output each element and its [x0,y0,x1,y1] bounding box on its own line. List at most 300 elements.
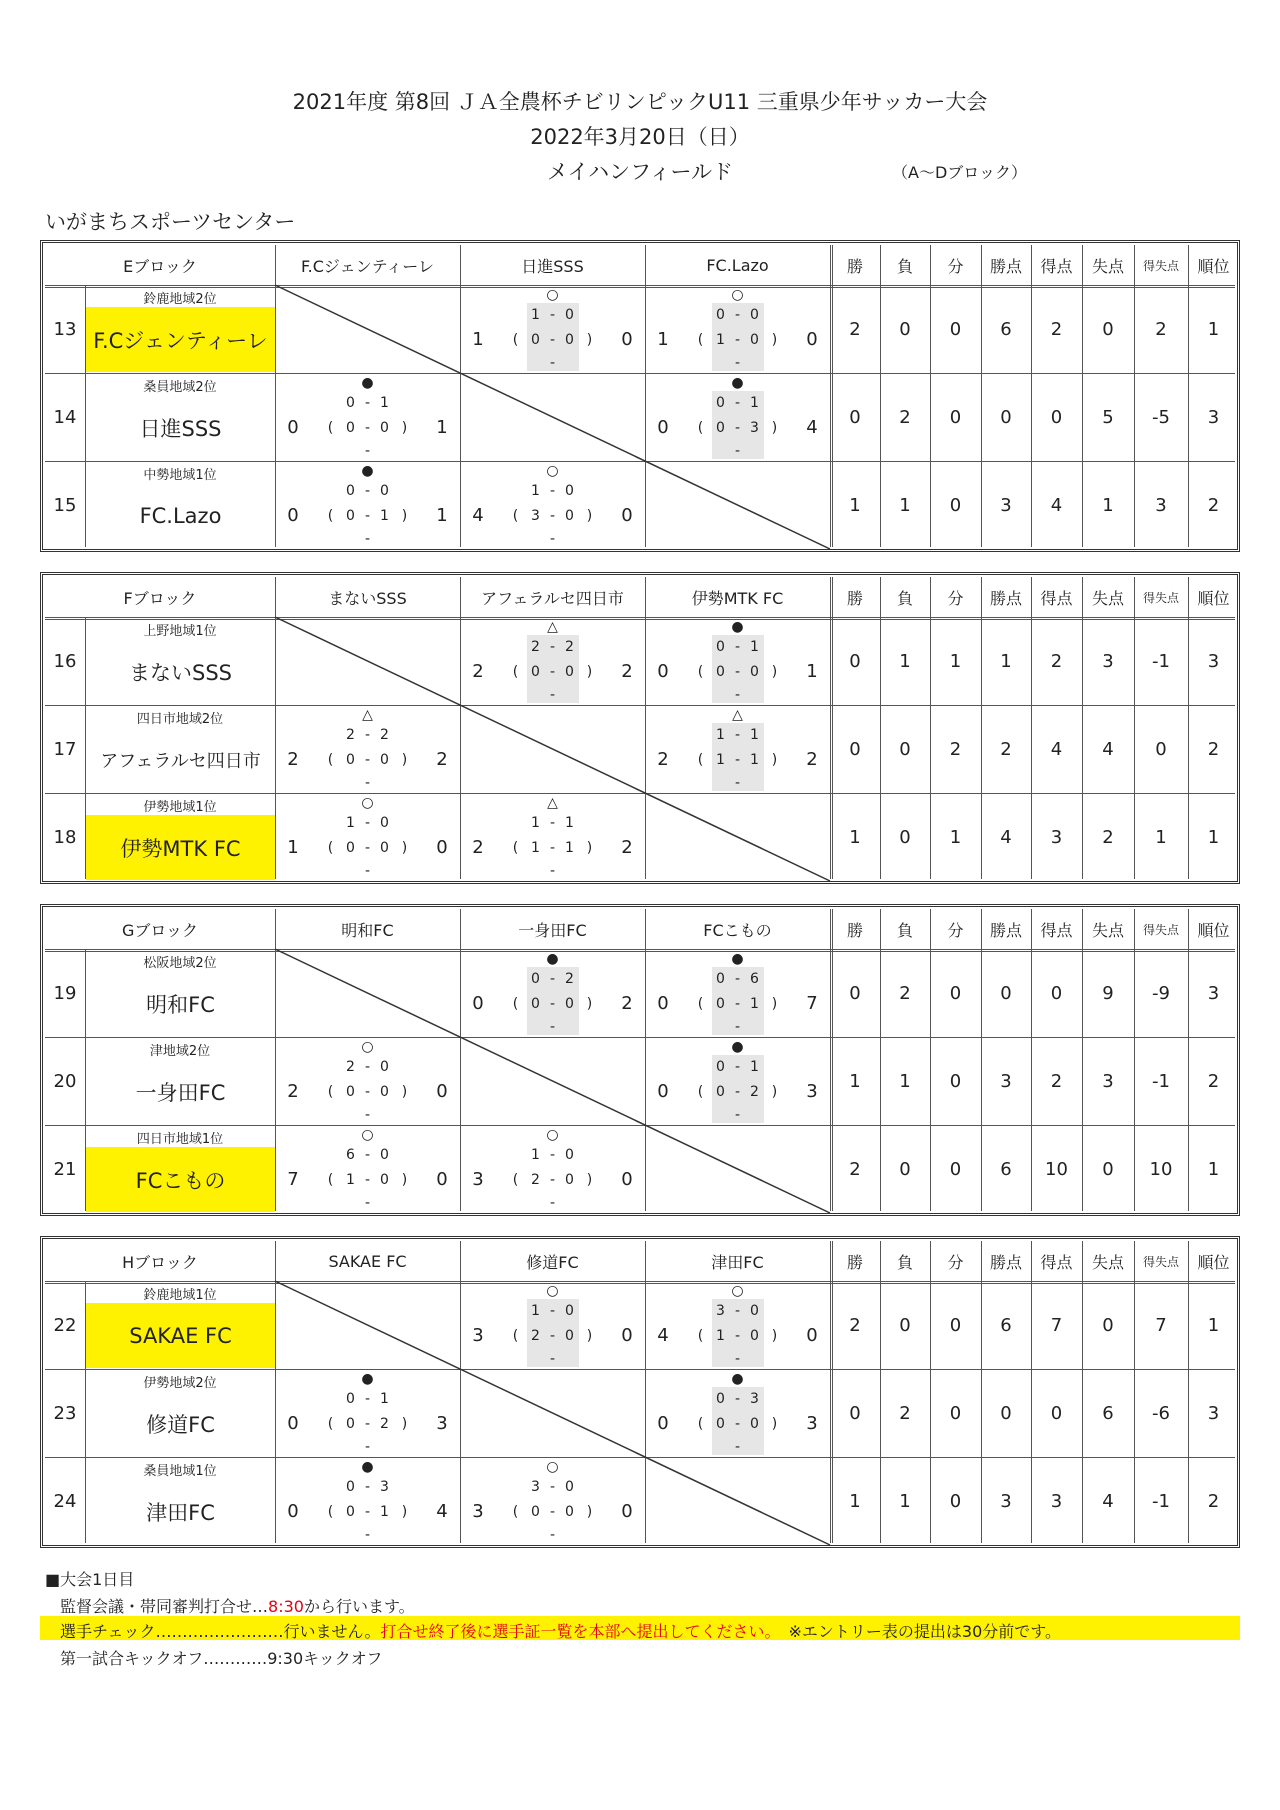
score-left: 1 [657,329,669,350]
paren-close: ) [586,1172,593,1188]
half-dash: - [734,1059,741,1075]
team-name: F.Cジェンティーレ [86,307,275,372]
stat-header: 順位 [1197,256,1230,276]
half-score: 0 [380,420,389,436]
score-left: 0 [287,505,299,526]
team-number: 21 [53,1158,77,1180]
stat-value: 2 [1050,650,1063,672]
stat-value: 1 [899,1070,911,1092]
paren-open: ( [697,1328,704,1344]
half-score: 2 [531,1328,540,1344]
team-number: 22 [53,1314,77,1336]
half-score: 1 [531,483,540,499]
paren-open: ( [512,1504,519,1520]
opponent-header: 日進SSS [521,256,584,276]
stat-header: 勝点 [989,256,1022,276]
paren-close: ) [771,996,778,1012]
half-dash: - [549,1504,556,1520]
half-score: 0 [346,1391,355,1407]
half-score: 2 [750,1084,759,1100]
title-note: （A～Dブロック） [892,163,1027,182]
half-score: 3 [380,1479,389,1495]
stat-value: 3 [1102,650,1114,672]
half-score: 1 [380,1391,389,1407]
half-score: 0 [716,307,725,323]
stat-value: 2 [1102,826,1114,848]
half-score: 0 [565,1328,574,1344]
half-dash: - [364,508,371,524]
team-number: 14 [53,406,77,428]
half-dash: - [549,483,556,499]
half-score: 0 [380,1172,389,1188]
team-name: 日進SSS [139,416,222,441]
stat-value: 0 [849,738,861,760]
team-number: 24 [53,1490,77,1512]
team-region: 松阪地域2位 [143,956,217,971]
half-dash: - [549,307,556,323]
paren-close: ) [401,752,408,768]
half-score: 2 [380,1416,389,1432]
team-number: 15 [53,494,77,516]
team-name: FC.Lazo [139,503,222,528]
bottom-dash: - [364,1107,371,1123]
team-name: まないSSS [129,660,232,685]
half-score: 0 [565,1172,574,1188]
stat-value: -5 [1152,406,1170,428]
stat-header: 得失点 [1142,1254,1179,1269]
score-left: 0 [657,661,669,682]
half-dash: - [364,1084,371,1100]
stat-value: 1 [849,494,861,516]
stat-value: 1 [849,1490,861,1512]
stat-value: 0 [949,1158,962,1180]
footer-check-red: 打合せ終了後に選手証一覧を本部へ提出してください。 [380,1622,773,1641]
block-3 [40,1236,1240,1548]
stat-value: 2 [949,738,962,760]
score-left: 0 [657,417,669,438]
half-score: 0 [750,664,759,680]
stat-value: 1 [949,650,962,672]
half-score: 0 [750,307,759,323]
half-score: 0 [380,483,389,499]
half-score: 0 [531,1504,540,1520]
paren-open: ( [697,332,704,348]
stat-header: 得点 [1040,920,1073,940]
half-score: 2 [565,639,574,655]
half-dash: - [734,639,741,655]
half-dash: - [734,752,741,768]
half-score: 0 [716,664,725,680]
half-dash: - [734,727,741,743]
stat-header: 分 [947,588,964,608]
half-score: 0 [531,996,540,1012]
footer-meeting [60,1594,415,1617]
stat-value: 0 [899,738,911,760]
paren-close: ) [771,1328,778,1344]
paren-open: ( [697,664,704,680]
score-right: 0 [806,329,818,350]
half-score: 1 [531,307,540,323]
half-dash: - [734,1328,741,1344]
stat-value: 0 [1050,406,1063,428]
stat-value: 1 [1102,494,1114,516]
stat-value: 6 [1000,1158,1012,1180]
bottom-dash: - [734,443,741,459]
half-score: 2 [346,727,355,743]
score-left: 4 [657,1325,669,1346]
bottom-dash: - [734,355,741,371]
score-right: 0 [436,837,448,858]
paren-open: ( [512,508,519,524]
stat-value: -9 [1152,982,1170,1004]
paren-close: ) [401,840,408,856]
paren-close: ) [586,1328,593,1344]
bottom-dash: - [364,531,371,547]
bottom-dash: - [364,1439,371,1455]
stat-value: 0 [949,1314,962,1336]
block-2 [40,904,1240,1216]
stat-value: 1 [949,826,962,848]
opponent-header: FC.Lazo [706,255,769,275]
half-dash: - [734,395,741,411]
half-score: 0 [750,332,759,348]
stat-header: 負 [896,920,913,940]
half-score: 0 [716,639,725,655]
stat-header: 勝 [846,1252,863,1272]
paren-close: ) [771,1084,778,1100]
block-name: Eブロック [123,256,197,276]
stat-value: 3 [1000,1070,1012,1092]
half-score: 0 [380,1084,389,1100]
opponent-header: F.Cジェンティーレ [301,256,434,276]
score-right: 0 [621,1325,633,1346]
half-dash: - [734,996,741,1012]
paren-open: ( [512,664,519,680]
opponent-header: SAKAE FC [328,1251,407,1271]
team-region: 上野地域1位 [143,624,217,639]
stat-header: 勝 [846,920,863,940]
stat-value: 4 [1050,738,1063,760]
half-dash: - [734,1391,741,1407]
stat-value: 6 [1000,1314,1012,1336]
stat-header: 得失点 [1142,258,1179,273]
half-score: 1 [531,1303,540,1319]
team-name: 伊勢MTK FC [86,815,275,880]
half-score: 0 [716,971,725,987]
half-score: 0 [565,1303,574,1319]
team-region: 桑員地域2位 [143,380,217,395]
title-date: 2022年3月20日（日） [530,125,750,149]
result-mark: ○ [731,1283,744,1299]
footer-meeting-post: から行います。 [303,1597,415,1616]
paren-close: ) [401,1084,408,1100]
half-dash: - [364,840,371,856]
stat-header: 順位 [1197,920,1230,940]
half-dash: - [734,332,741,348]
team-number: 18 [53,826,77,848]
stat-value: 0 [849,650,861,672]
stat-value: 10 [1045,1158,1068,1180]
stat-value: 1 [1207,826,1220,848]
paren-open: ( [697,1084,704,1100]
result-mark: △ [547,619,558,635]
paren-open: ( [327,840,334,856]
score-right: 3 [436,1413,448,1434]
stat-header: 分 [947,256,964,276]
stat-value: 2 [1050,1070,1063,1092]
team-region: 伊勢地域1位 [143,800,217,815]
stat-header: 得失点 [1142,922,1179,937]
stat-value: 2 [1207,494,1220,516]
half-dash: - [549,996,556,1012]
half-dash: - [549,840,556,856]
result-mark: ○ [361,795,374,811]
block-grid [45,245,1235,547]
half-dash: - [364,1147,371,1163]
stat-value: 3 [1000,494,1012,516]
stat-value: 0 [1102,1314,1114,1336]
bottom-dash: - [549,687,556,703]
score-right: 0 [621,329,633,350]
half-score: 0 [346,1416,355,1432]
opponent-header: 明和FC [341,920,394,940]
result-mark: △ [362,707,373,723]
bottom-dash: - [364,1527,371,1543]
stat-value: 0 [1000,406,1012,428]
footer-kickoff: 第一試合キックオフ…………9:30キックオフ [60,1649,383,1668]
stat-value: 3 [1102,1070,1114,1092]
stat-header: 順位 [1197,588,1230,608]
stat-value: 2 [1000,738,1012,760]
half-score: 3 [531,1479,540,1495]
team-region: 伊勢地域2位 [143,1376,217,1391]
result-mark: ● [731,375,744,391]
paren-close: ) [771,332,778,348]
paren-open: ( [327,752,334,768]
score-right: 1 [806,661,818,682]
half-score: 0 [380,1059,389,1075]
paren-open: ( [697,752,704,768]
half-score: 0 [346,420,355,436]
stat-value: 1 [849,826,861,848]
footer-meeting-time: 8:30 [268,1597,304,1616]
stat-header: 勝 [846,588,863,608]
opponent-header: 津田FC [711,1252,764,1272]
stat-value: 3 [1207,406,1220,428]
half-dash: - [364,483,371,499]
paren-close: ) [771,664,778,680]
stat-value: 3 [1155,494,1167,516]
bottom-dash: - [734,1351,741,1367]
half-score: 0 [716,1391,725,1407]
stat-value: 1 [1155,826,1167,848]
half-score: 0 [716,996,725,1012]
half-score: 1 [380,508,389,524]
footer-day: ■大会1日目 [45,1570,135,1589]
half-score: 0 [565,996,574,1012]
half-score: 0 [346,1504,355,1520]
footer-check-pre: 選手チェック……………………行いません。 [60,1622,381,1641]
half-dash: - [549,332,556,348]
result-mark: ○ [731,287,744,303]
bottom-dash: - [734,1019,741,1035]
half-score: 0 [346,395,355,411]
half-score: 1 [531,840,540,856]
opponent-header: まないSSS [328,588,407,608]
score-left: 0 [657,993,669,1014]
result-mark: ● [361,1459,374,1475]
paren-open: ( [327,508,334,524]
paren-close: ) [771,752,778,768]
half-dash: - [549,815,556,831]
stat-value: 9 [1102,982,1114,1004]
half-score: 0 [750,1303,759,1319]
half-dash: - [734,1084,741,1100]
half-dash: - [734,420,741,436]
result-mark: ○ [546,1459,559,1475]
half-score: 0 [565,1504,574,1520]
half-score: 0 [346,840,355,856]
paren-close: ) [771,420,778,436]
half-score: 3 [750,420,759,436]
score-left: 2 [287,1081,299,1102]
half-dash: - [549,1303,556,1319]
score-left: 2 [287,749,299,770]
team-number: 13 [53,318,77,340]
half-dash: - [364,1391,371,1407]
half-score: 0 [346,508,355,524]
half-score: 0 [565,508,574,524]
paren-close: ) [401,1172,408,1188]
half-score: 0 [716,1084,725,1100]
half-score: 1 [750,996,759,1012]
half-dash: - [734,1416,741,1432]
stat-value: 0 [1000,1402,1012,1424]
half-dash: - [364,752,371,768]
score-right: 3 [806,1413,818,1434]
stat-value: 3 [1050,1490,1063,1512]
stat-value: 2 [899,1402,911,1424]
team-number: 17 [53,738,77,760]
half-dash: - [364,395,371,411]
stat-header: 得失点 [1142,590,1179,605]
stat-value: 6 [1000,318,1012,340]
stat-value: 2 [1207,1070,1220,1092]
half-score: 0 [565,483,574,499]
opponent-header: 伊勢MTK FC [691,588,784,608]
stat-value: 1 [899,1490,911,1512]
stat-value: 3 [1207,650,1220,672]
half-score: 1 [716,727,725,743]
stat-value: 2 [1155,318,1167,340]
stat-value: 1 [899,494,911,516]
paren-close: ) [586,508,593,524]
half-score: 6 [346,1147,355,1163]
bottom-dash: - [734,775,741,791]
half-score: 0 [531,332,540,348]
bottom-dash: - [364,775,371,791]
half-dash: - [364,727,371,743]
half-score: 0 [346,483,355,499]
score-right: 4 [806,417,818,438]
paren-close: ) [586,664,593,680]
stat-value: -6 [1152,1402,1170,1424]
half-dash: - [364,815,371,831]
stat-value: 0 [849,1402,861,1424]
score-left: 0 [287,1413,299,1434]
stat-value: 1 [849,1070,861,1092]
half-score: 3 [716,1303,725,1319]
block-name: Fブロック [123,588,197,608]
paren-open: ( [512,332,519,348]
half-score: 0 [716,395,725,411]
stat-header: 負 [896,588,913,608]
score-left: 0 [287,1501,299,1522]
opponent-header: 修道FC [526,1252,579,1272]
half-score: 2 [380,727,389,743]
bottom-dash: - [364,1195,371,1211]
half-score: 1 [380,395,389,411]
bottom-dash: - [549,1195,556,1211]
team-region: 桑員地域1位 [143,1464,217,1479]
stat-header: 勝点 [989,920,1022,940]
team-name: 明和FC [146,992,215,1017]
half-score: 3 [750,1391,759,1407]
bottom-dash: - [364,863,371,879]
score-right: 0 [806,1325,818,1346]
paren-open: ( [327,420,334,436]
half-dash: - [734,664,741,680]
paren-open: ( [512,1328,519,1344]
stat-header: 勝 [846,256,863,276]
team-region: 鈴鹿地域1位 [143,1288,217,1303]
score-left: 0 [657,1081,669,1102]
opponent-header: アフェラルセ四日市 [481,588,624,608]
score-left: 3 [472,1501,484,1522]
bottom-dash: - [734,687,741,703]
result-mark: ● [361,375,374,391]
stat-header: 負 [896,256,913,276]
team-region: 中勢地域1位 [143,468,217,483]
half-score: 1 [565,815,574,831]
score-left: 4 [472,505,484,526]
team-region: 鈴鹿地域2位 [143,292,217,307]
stat-header: 得点 [1040,256,1073,276]
stat-value: 0 [899,1314,911,1336]
bottom-dash: - [549,355,556,371]
half-score: 0 [346,1479,355,1495]
stat-value: 2 [849,1314,861,1336]
half-score: 1 [716,332,725,348]
stat-value: 1 [1000,650,1012,672]
paren-open: ( [512,996,519,1012]
stat-value: 0 [1050,982,1063,1004]
half-score: 0 [565,1479,574,1495]
stat-value: 1 [1207,1158,1220,1180]
stat-value: 3 [1050,826,1063,848]
score-right: 4 [436,1501,448,1522]
paren-open: ( [512,840,519,856]
half-dash: - [364,420,371,436]
result-mark: ● [731,1371,744,1387]
paren-open: ( [327,1504,334,1520]
block-grid [45,1241,1235,1543]
result-mark: ○ [546,287,559,303]
half-dash: - [549,1172,556,1188]
half-dash: - [549,639,556,655]
paren-open: ( [697,996,704,1012]
half-score: 0 [750,1416,759,1432]
